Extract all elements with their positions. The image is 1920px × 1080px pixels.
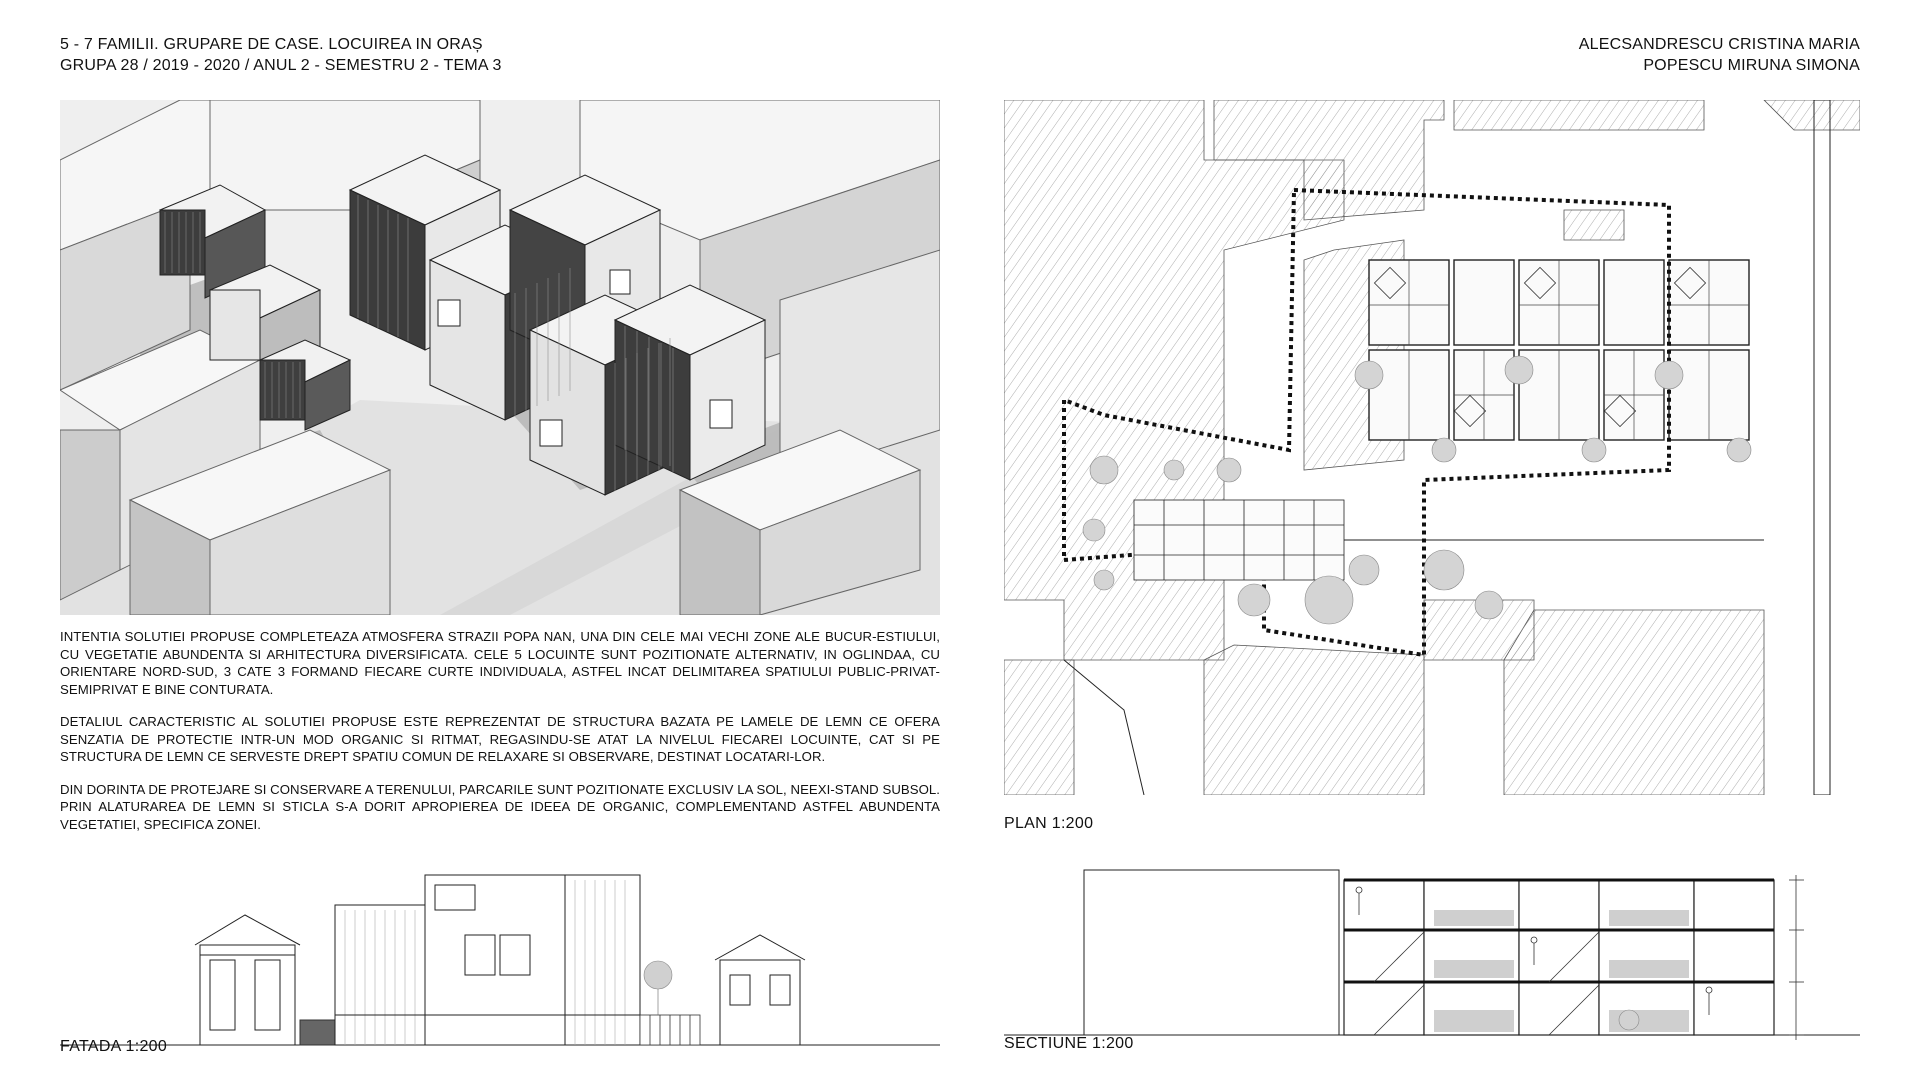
description-paragraph-2: DETALIUL CARACTERISTIC AL SOLUTIEI PROPUSE ESTE REPREZENTAT DE STRUCTURA BAZATA PE LAMELE DE LEMN CE OFERA SENZATIA DE PROTECTIE INTR-UN MOD ORGANIC SI RITMAT, REGASINDU-SE ATAT LA NIVELUL FIECAREI LOCUINTE, CAT SI PE STRUCTURA DE LEMN CE SERVESTE DREPT SPATIU COMUN DE RELAXARE SI OBSERVARE, DESTINAT LOCATARI-LOR. (60, 714, 940, 764)
authors-block (1579, 34, 1860, 76)
project-description (60, 628, 940, 848)
site-plan (1004, 100, 1860, 795)
author-name-2: POPESCU MIRUNA SIMONA (1643, 57, 1860, 74)
description-paragraph-3: DIN DORINTA DE PROTEJARE SI CONSERVARE A TERENULUI, PARCARILE SUNT POZITIONATE EXCLUSIV LA SOL, NEEXI-STAND SUBSOL. PRIN ALATURAREA DE LEMN SI STICLA S-A DORIT APROPIEREA DE IDEEA DE ORGANIC, COMPLEMENTAND ASTFEL ABUNDENTA VEGETATIEI, SPECIFICA ZONEI. (60, 781, 940, 832)
axonometric-drawing (60, 100, 940, 615)
section-caption: SECTIUNE 1:200 (1004, 1035, 1134, 1052)
section-view (1004, 860, 1860, 1060)
project-subtitle: GRUPA 28 / 2019 - 2020 / ANUL 2 - SEMESTRU 2 - TEMA 3 (60, 57, 502, 74)
facade-drawing (60, 865, 940, 1050)
plan-caption: PLAN 1:200 (1004, 815, 1094, 832)
facade-caption: FATADA 1:200 (60, 1038, 168, 1055)
section-drawing (1004, 860, 1860, 1060)
project-title: 5 - 7 FAMILII. GRUPARE DE CASE. LOCUIREA IN ORAȘ (60, 36, 483, 53)
title-block (60, 34, 502, 76)
facade-view (60, 865, 940, 1050)
axonometric-view (60, 100, 940, 615)
author-name-1: ALECSANDRESCU CRISTINA MARIA (1578, 36, 1860, 53)
site-plan-drawing (1004, 100, 1860, 795)
description-paragraph-1: INTENTIA SOLUTIEI PROPUSE COMPLETEAZA ATMOSFERA STRAZII POPA NAN, UNA DIN CELE MAI VECHI ZONE ALE BUCUR-ESTIULUI, CU VEGETATIE ABUNDENTA SI ARHITECTURA DIVERSIFICATA. CELE 5 LOCUINTE SUNT POZITIONATE ALTERNATIV, IN OGLINDAA, CU ORIENTARE NORD-SUD, 3 CATE 3 FORMAND FIECARE CURTE INDIVIDUALA, ASTFEL INCAT DELIMITAREA SPATIULUI PUBLIC-PRIVAT-SEMIPRIVAT E BINE CONTURATA. (60, 629, 940, 697)
